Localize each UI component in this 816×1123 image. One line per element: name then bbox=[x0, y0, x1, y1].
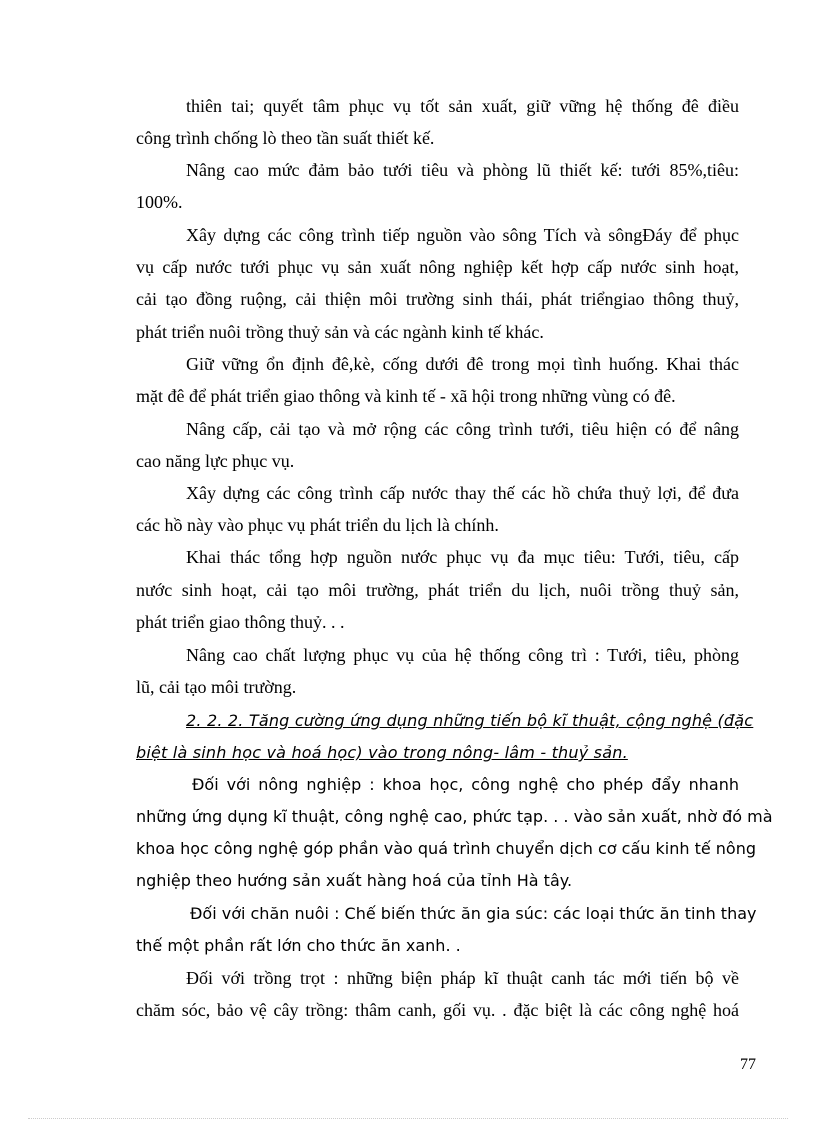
text-line: Nâng cao mức đảm bảo tưới tiêu và phòng lũ thiết kế: tưới 85%,tiêu: bbox=[186, 160, 739, 180]
text-line: cao năng lực phục vụ. bbox=[136, 451, 295, 471]
text-line: vụ cấp nước tưới phục vụ sản xuất nông nghiệp kết hợp cấp nước sinh hoạt, bbox=[136, 257, 739, 277]
text-line: thế một phần rất lớn cho thức ăn xanh. . bbox=[136, 936, 461, 955]
text-line: cải tạo đồng ruộng, cải thiện môi trường sinh thái, phát triểngiao thông thuỷ, bbox=[136, 289, 739, 309]
text-line: các hồ này vào phục vụ phát triển du lịch là chính. bbox=[136, 515, 499, 535]
text-line: phát triển nuôi trồng thuỷ sản và các ngành kinh tế khác. bbox=[136, 322, 544, 342]
text-line: Đối với chăn nuôi : Chế biến thức ăn gia súc: các loại thức ăn tinh thay bbox=[190, 904, 757, 923]
text-line: công trình chống lò theo tần suất thiết kế. bbox=[136, 128, 435, 148]
text-line: lũ, cải tạo môi trường. bbox=[136, 677, 297, 697]
text-line: Đối với trồng trọt : những biện pháp kĩ thuật canh tác mới tiến bộ về bbox=[186, 968, 739, 988]
text-line: chăm sóc, bảo vệ cây trồng: thâm canh, gối vụ. . đặc biệt là các công nghệ hoá bbox=[136, 1000, 739, 1020]
text-line: Đối với nông nghiệp : khoa học, công nghệ cho phép đẩy nhanh bbox=[192, 775, 739, 794]
text-line: Xây dựng các công trình cấp nước thay thế các hồ chứa thuỷ lợi, để đưa bbox=[186, 483, 739, 503]
text-line: nghiệp theo hướng sản xuất hàng hoá của tỉnh Hà tây. bbox=[136, 871, 573, 890]
text-line: Xây dựng các công trình tiếp nguồn vào sông Tích và sôngĐáy để phục bbox=[186, 225, 739, 245]
section-heading: biệt là sinh học và hoá học) vào trong nông- lâm - thuỷ sản. bbox=[136, 743, 628, 762]
text-line: thiên tai; quyết tâm phục vụ tốt sản xuất, giữ vững hệ thống đê điều bbox=[186, 96, 739, 116]
text-line: Nâng cấp, cải tạo và mở rộng các công trình tưới, tiêu hiện có để nâng bbox=[186, 419, 739, 439]
text-line: Giữ vững ổn định đê,kè, cống dưới đê trong mọi tình huống. Khai thác bbox=[186, 354, 739, 374]
text-line: Khai thác tổng hợp nguồn nước phục vụ đa mục tiêu: Tưới, tiêu, cấp bbox=[186, 547, 739, 567]
section-heading: 2. 2. 2. Tăng cường ứng dụng những tiến bộ kĩ thuật, cộng nghệ (đặc bbox=[186, 711, 754, 730]
footer-divider bbox=[28, 1118, 788, 1119]
text-line: khoa học công nghệ góp phần vào quá trình chuyển dịch cơ cấu kinh tế nông bbox=[136, 839, 756, 858]
text-line: nước sinh hoạt, cải tạo môi trường, phát triển du lịch, nuôi trồng thuỷ sản, bbox=[136, 580, 739, 600]
text-line: mặt đê để phát triển giao thông và kinh tế - xã hội trong những vùng có đê. bbox=[136, 386, 676, 406]
text-line: những ứng dụng kĩ thuật, công nghệ cao, phức tạp. . . vào sản xuất, nhờ đó mà bbox=[136, 807, 773, 826]
text-line: phát triển giao thông thuỷ. . . bbox=[136, 612, 345, 632]
page-number: 77 bbox=[740, 1056, 756, 1073]
text-line: Nâng cao chất lượng phục vụ của hệ thống công trì : Tưới, tiêu, phòng bbox=[186, 645, 739, 665]
text-line: 100%. bbox=[136, 192, 183, 212]
